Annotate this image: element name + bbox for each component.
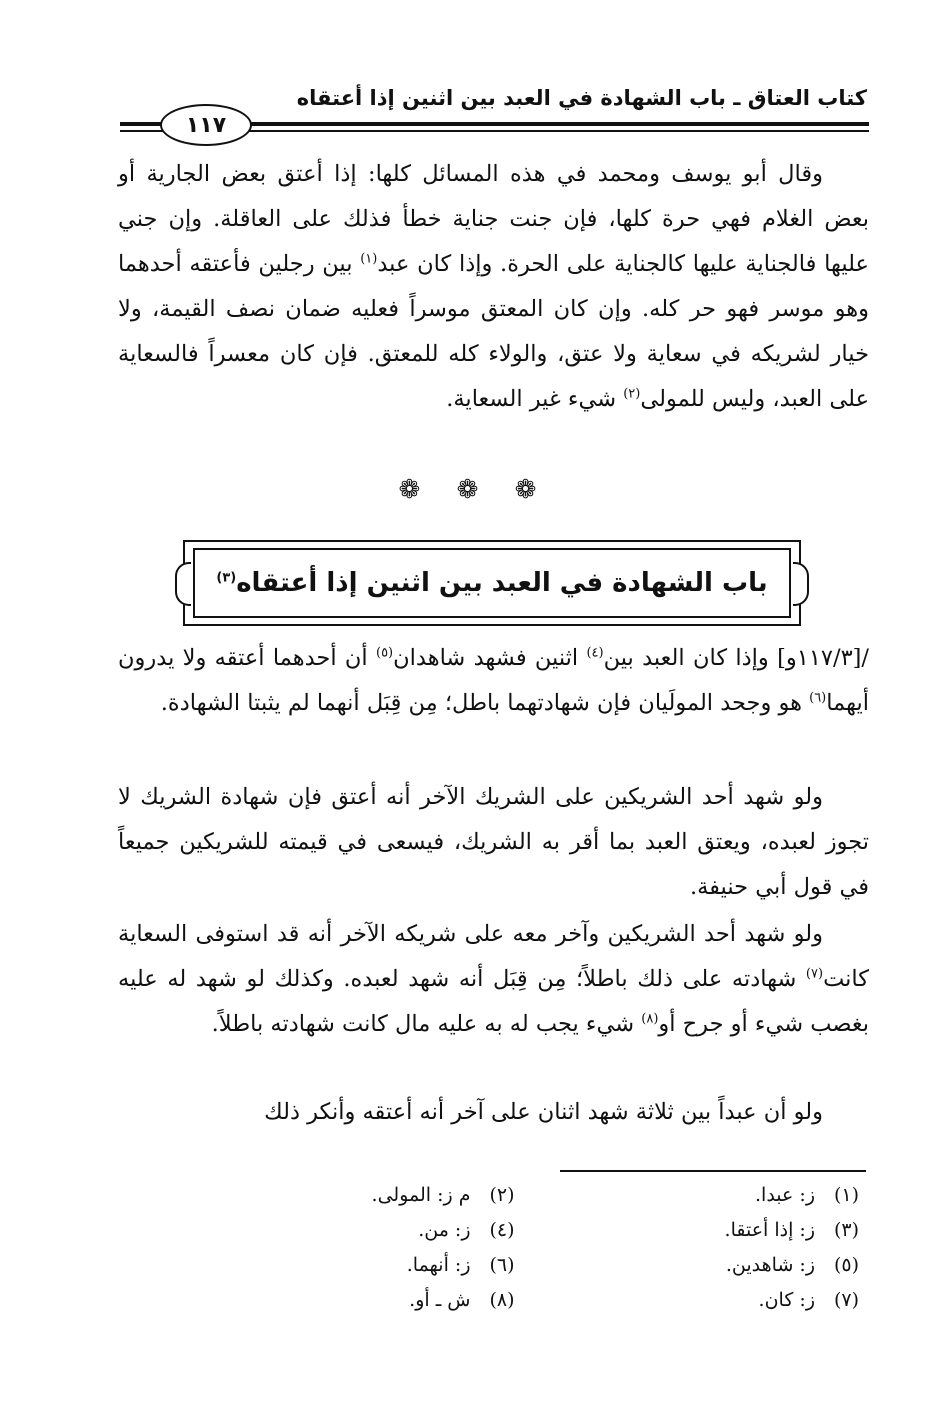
footnote-ref-3: (٣) <box>216 570 237 586</box>
running-header: كتاب العتاق ـ باب الشهادة في العبد بين اثنين إذا أعتقاه <box>296 86 867 110</box>
footnote-ref-5: (٥) <box>375 645 394 661</box>
footnote-number: (٦) <box>489 1254 515 1276</box>
paragraph-3-text-3: شيء يجب له به عليه مال كانت شهادته باطلاً. <box>211 1011 642 1037</box>
footnote-ref-4: (٤) <box>586 645 604 661</box>
footnote-number: (٨) <box>489 1289 515 1311</box>
footnote-number: (٧) <box>833 1289 859 1311</box>
footnote-number: (١) <box>833 1184 859 1206</box>
chapter-title <box>216 568 767 598</box>
footnote-8 <box>170 1289 515 1324</box>
footnote-ref-8: (٨) <box>641 1011 659 1027</box>
footnote-rule <box>560 1170 866 1172</box>
footnote-text: ش ـ أو. <box>409 1289 471 1311</box>
footnote-ref-7: (٧) <box>805 966 824 982</box>
page-number: ١١٧ <box>160 104 252 146</box>
paragraph-3-text-1: ولو شهد أحد الشريكين وآخر معه على شريكه الآخر أنه قد استوفى السعاية كانت <box>118 921 869 992</box>
section-separator: ❁ ❁ ❁ <box>398 475 551 505</box>
footnote-text: ز: عبدا. <box>755 1184 815 1206</box>
intro-text-3: شيء غير السعاية. <box>446 386 624 412</box>
footnotes <box>170 1184 859 1324</box>
intro-text-2: بين رجلين فأعتقه أحدهما وهو موسر فهو حر كله. وإن كان المعتق موسراً فعليه ضمان نصف القيمة، ولا خيار لشريكه في سعاية ولا عتق، والولاء كله للمعتق. فإن كان معسراً فالسعاية على العبد، وليس للمولى <box>118 251 869 412</box>
footnote-number: (٥) <box>833 1254 859 1276</box>
footnote-ref-6: (٦) <box>809 690 827 706</box>
footnote-number: (٤) <box>489 1219 515 1241</box>
footnote-number: (٢) <box>489 1184 515 1206</box>
paragraph-2-text: ولو شهد أحد الشريكين على الشريك الآخر أنه أعتق فإن شهادة الشريك لا تجوز لعبده، ويعتق العبد بما أقر به الشريك، فيسعى في قيمته للشريكين جميعاً في قول أبي حنيفة. <box>118 784 869 900</box>
paragraph-1-text-3: أن أحدهما أعتقه ولا يدرون أيهما <box>118 645 869 716</box>
paragraph-1-text-1: وإذا كان العبد بين <box>603 645 778 671</box>
manuscript-folio-marker: /[١١٧/٣و] <box>777 645 870 671</box>
footnote-2 <box>170 1184 515 1219</box>
footnote-7 <box>515 1289 860 1324</box>
footnote-number: (٣) <box>833 1219 859 1241</box>
footnote-ref-2: (٢) <box>623 386 641 402</box>
paragraph-1-text-2: اثنين فشهد شاهدان <box>393 645 587 671</box>
paragraph-3 <box>118 912 869 1047</box>
footnote-text: ز: إذا أعتقا. <box>724 1219 815 1241</box>
footnote-ref-1: (١) <box>360 251 378 267</box>
paragraph-2 <box>118 775 869 910</box>
footnote-5 <box>515 1254 860 1289</box>
footnote-4 <box>170 1219 515 1254</box>
paragraph-4-text: ولو أن عبداً بين ثلاثة شهد اثنان على آخر أنه أعتقه وأنكر ذلك <box>264 1099 823 1125</box>
footnote-6 <box>170 1254 515 1289</box>
intro-text-1: وقال أبو يوسف ومحمد في هذه المسائل كلها: إذا أعتق بعض الجارية أو بعض الغلام فهي حرة كلها، فإن جنت جناية خطأ فذلك على العاقلة. وإن جني عليها فالجناية عليها كالجناية على الحرة. وإذا كان عبد <box>118 161 869 277</box>
footnote-3 <box>515 1219 860 1254</box>
paragraph-4 <box>118 1090 869 1135</box>
chapter-title-text: باب الشهادة في العبد بين اثنين إذا أعتقاه <box>236 568 768 598</box>
chapter-title-box <box>193 548 791 618</box>
intro-paragraph <box>118 152 869 422</box>
footnote-text: ز: شاهدين. <box>725 1254 815 1276</box>
footnote-text: ز: أنهما. <box>406 1254 471 1276</box>
paragraph-1 <box>118 636 869 726</box>
paragraph-1-text-4: هو وجحد المولَيان فإن شهادتهما باطل؛ مِن قِبَل أنهما لم يثبتا الشهادة. <box>160 690 810 716</box>
footnote-text: ز: من. <box>418 1219 471 1241</box>
footnote-text: ز: كان. <box>758 1289 815 1311</box>
footnote-text: م ز: المولى. <box>371 1184 471 1206</box>
footnote-1 <box>515 1184 860 1219</box>
paragraph-3-text-2: شهادته على ذلك باطلاً؛ مِن قِبَل أنه شهد لعبده. وكذلك لو شهد له عليه بغصب شيء أو جرح أو <box>118 966 869 1037</box>
